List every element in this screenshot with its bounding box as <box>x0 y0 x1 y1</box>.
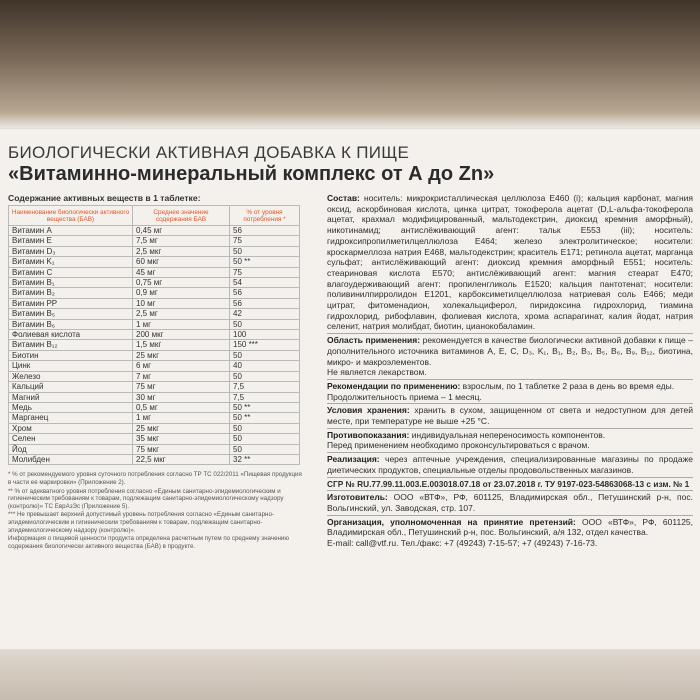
nutrient-name: Йод <box>9 444 133 454</box>
contraindications <box>327 430 693 441</box>
nutrient-amount: 45 мг <box>133 267 230 277</box>
nutrient-name: Цинк <box>9 361 133 371</box>
nutrient-name: Витамин С <box>9 267 133 277</box>
sale-text: через аптечные учреждения, специализированные магазины по продаже диетических продуктов, специальные отделы продовольственных магазинов. <box>327 454 693 475</box>
nutrient-amount: 0,45 мг <box>133 226 230 236</box>
table-row <box>9 288 300 298</box>
nutrient-percent: 50 ** <box>230 257 300 267</box>
table-row <box>9 402 300 412</box>
divider <box>327 477 693 478</box>
nutrient-amount: 0,75 мг <box>133 278 230 288</box>
nutrient-name: Витамин В₁₂ <box>9 340 133 350</box>
supplement-subtitle: БИОЛОГИЧЕСКИ АКТИВНАЯ ДОБАВКА К ПИЩЕ <box>8 143 410 162</box>
table-row <box>9 444 300 454</box>
nutrient-amount: 75 мг <box>133 382 230 392</box>
nutrient-amount: 200 мкг <box>133 330 230 340</box>
header-percent: % от уровня потребления * <box>230 206 300 226</box>
header-name: Наименование биологически активного вещества (БАВ) <box>9 206 133 226</box>
nutrient-amount: 7,5 мг <box>133 236 230 246</box>
nutrient-amount: 1 мг <box>133 319 230 329</box>
contra-label: Противопоказания: <box>327 429 410 440</box>
nutrient-amount: 25 мкг <box>133 423 230 433</box>
nutrient-amount: 0,5 мг <box>133 402 230 412</box>
contra-text: индивидуальная непереносимость компонентов. <box>411 429 606 440</box>
nutrition-section <box>8 193 304 551</box>
nutrient-percent: 50 <box>230 246 300 256</box>
contacts: E-mail: call@vtf.ru. Тел./факс: +7 (49243) 7-15-57; +7 (49243) 7-16-73. <box>327 538 598 549</box>
nutrient-name: Витамин В₆ <box>9 319 133 329</box>
nutrient-percent: 50 <box>230 350 300 360</box>
maker-label: Изготовитель: <box>327 492 388 503</box>
nutrient-name: Молибден <box>9 454 133 464</box>
nutrient-percent: 40 <box>230 361 300 371</box>
table-row <box>9 371 300 381</box>
table-row <box>9 454 300 464</box>
nutrient-percent: 50 <box>230 423 300 433</box>
nutrient-amount: 30 мг <box>133 392 230 402</box>
doctor-note: Перед применением необходимо проконсультироваться с врачом. <box>327 440 590 451</box>
footnote: Информация о пищевой ценности продукта определена расчетным путем по среднему значению содержания биологически активного вещества (БАВ) в продукте. <box>8 535 290 550</box>
table-row <box>9 298 300 308</box>
nutrient-name: Витамин В₁ <box>9 278 133 288</box>
nutrient-percent: 54 <box>230 278 300 288</box>
divider <box>327 515 693 516</box>
usage <box>327 381 693 392</box>
divider <box>327 379 693 380</box>
table-row <box>9 309 300 319</box>
nutrient-amount: 0,9 мг <box>133 288 230 298</box>
nutrient-name: Витамин Е <box>9 236 133 246</box>
table-body <box>9 226 300 465</box>
nutrient-percent: 150 *** <box>230 340 300 350</box>
table-row <box>9 226 300 236</box>
nutrient-amount: 25 мкг <box>133 350 230 360</box>
nutrient-name: Селен <box>9 434 133 444</box>
nutrient-name: Биотин <box>9 350 133 360</box>
nutrient-name: Магний <box>9 392 133 402</box>
nutrient-percent: 42 <box>230 309 300 319</box>
footnote: * % от рекомендуемого уровня суточного потребления согласно ТР ТС 022/2011 «Пищевая продукция в части ее маркировки» (Приложение 2). <box>8 471 302 486</box>
nutrient-percent: 7,5 <box>230 392 300 402</box>
sale <box>327 454 693 475</box>
package-panel <box>0 128 700 649</box>
not-drug-note: Не является лекарством. <box>327 367 427 378</box>
nutrient-name: Хром <box>9 423 133 433</box>
info-section <box>327 193 693 549</box>
divider <box>327 333 693 334</box>
nutrient-percent: 50 <box>230 319 300 329</box>
table-row <box>9 413 300 423</box>
application <box>327 335 693 367</box>
nutrient-amount: 1 мг <box>133 413 230 423</box>
usage-label: Рекомендации по применению: <box>327 380 461 391</box>
nutrient-name: Марганец <box>9 413 133 423</box>
table-row <box>9 423 300 433</box>
nutrient-amount: 2,5 мг <box>133 309 230 319</box>
nutrient-amount: 22,5 мкг <box>133 454 230 464</box>
table-row <box>9 434 300 444</box>
header-amount: Среднее значение содержания БАВ <box>133 206 230 226</box>
table-row <box>9 361 300 371</box>
table-row <box>9 319 300 329</box>
nutrient-name: Медь <box>9 402 133 412</box>
nutrient-amount: 10 мг <box>133 298 230 308</box>
divider <box>327 428 693 429</box>
nutrient-percent: 56 <box>230 288 300 298</box>
nutrient-percent: 50 <box>230 371 300 381</box>
nutrient-percent: 50 ** <box>230 402 300 412</box>
divider <box>327 452 693 453</box>
table-header-row <box>9 206 300 226</box>
footnote: *** Не превышает верхний допустимый уровень потребления согласно «Единым санитарно-эпидемиологическим и гигиеническим требованиям к товарам, подлежащим санитарно-эпидемиологическому надзору (контролю)». <box>8 511 274 534</box>
footnotes <box>8 471 302 550</box>
nutrient-name: Витамин В₅ <box>9 309 133 319</box>
nutrient-name: Витамин D₃ <box>9 246 133 256</box>
nutrient-percent: 75 <box>230 267 300 277</box>
composition-label: Состав: <box>327 193 360 203</box>
composition <box>327 193 693 332</box>
org-label: Организация, уполномоченная на принятие претензий: <box>327 516 576 527</box>
product-title: «Витаминно-минеральный комплекс от А до Zn» <box>8 163 495 185</box>
nutrient-table <box>8 205 300 465</box>
maker-text: ООО «ВТФ», РФ, 601125, Владимирская обл., Петушинский р-н, пос. Вольгинский, ул. Заводская, стр. 107. <box>327 492 693 513</box>
nutrient-name: Витамин А <box>9 226 133 236</box>
nutrient-name: Витамин PP <box>9 298 133 308</box>
nutrient-amount: 1,5 мкг <box>133 340 230 350</box>
certificate: СГР № RU.77.99.11.003.Е.003018.07.18 от 23.07.2018 г. ТУ 9197-023-54863068-13 с изм. № 1 <box>327 478 690 489</box>
nutrient-percent: 56 <box>230 226 300 236</box>
nutrient-amount: 60 мкг <box>133 257 230 267</box>
nutrient-amount: 6 мг <box>133 361 230 371</box>
nutrient-percent: 56 <box>230 298 300 308</box>
table-row <box>9 267 300 277</box>
footnote: ** % от адекватного уровня потребления согласно «Единым санитарно-эпидемиологическим и гигиеническим требованиям к товарам, подлежащим санитарно-эпидемиологическому надзору (контролю)» ТС ЕврАзЭс (Приложение 5). <box>8 487 284 510</box>
table-row <box>9 392 300 402</box>
table-row <box>9 278 300 288</box>
storage-label: Условия хранения: <box>327 405 410 416</box>
table-row <box>9 340 300 350</box>
nutrient-name: Фолиевая кислота <box>9 330 133 340</box>
manufacturer <box>327 492 693 513</box>
nutrient-percent: 7,5 <box>230 382 300 392</box>
table-row <box>9 382 300 392</box>
table-row <box>9 246 300 256</box>
usage-text: взрослым, по 1 таблетке 2 раза в день во время еды. <box>462 380 675 391</box>
application-label: Область применения: <box>327 335 421 346</box>
storage-text: хранить в сухом, защищенном от света и недоступном для детей месте, при температуре не выше +25 °С. <box>327 405 694 427</box>
divider <box>327 403 693 404</box>
nutrient-name: Кальций <box>9 382 133 392</box>
nutrient-amount: 2,5 мкг <box>133 246 230 256</box>
composition-text: носитель: микрокристаллическая целлюлоза Е460 (i); кальция карбонат, магния оксид, аскорбиновая кислота, цинка цитрат, токоферола ацетат (D,L-альфа-токоферола ацетат, крахмал модифицированный, мальтодекстрин, диоксид кремния аморфный), никотинамид; антислёживающий агент: тальк Е553 (iii); носитель: гидроксипропилметилцеллюлоза Е464; железо электролитическое; носители: кроскармеллоза натрия Е468, мальтодекстрин; краситель Е171; ретинола ацетат, марганца сульфат; антислёживающий агент: диоксид кремния аморфный Е551; носитель: стеариновая кислота Е570; антислёживающий агент: магния стеарат Е470; влагоудерживающий агент: пропиленгликоль Е1520; кальция пантотенат; носители: поливинилпирролидон Е1201, карбоксиметилцеллюлоза натриевая соль Е466; меди цитрат, фитоменадион, холекальциферол, пиридоксина гидрохлорид, тиамина гидрохлорид, рибофлавин, фолиевая кислота, хрома аспарагинат, калия йодат, натрия селенит, натрия молибдат, биотин, цианокобаламин. <box>327 193 693 332</box>
nutrient-amount: 7 мг <box>133 371 230 381</box>
storage <box>327 405 693 426</box>
nutrient-name: Витамин В₂ <box>9 288 133 298</box>
nutrient-name: Витамин K₁ <box>9 257 133 267</box>
nutrient-name: Железо <box>9 371 133 381</box>
nutrient-percent: 75 <box>230 236 300 246</box>
table-row <box>9 330 300 340</box>
nutrient-percent: 50 <box>230 434 300 444</box>
table-row <box>9 257 300 267</box>
nutrient-amount: 35 мкг <box>133 434 230 444</box>
divider <box>327 490 693 491</box>
table-lead: Содержание активных веществ в 1 таблетке: <box>8 193 201 203</box>
nutrient-percent: 50 <box>230 444 300 454</box>
nutrient-percent: 50 ** <box>230 413 300 423</box>
table-row <box>9 236 300 246</box>
nutrient-amount: 75 мкг <box>133 444 230 454</box>
usage-duration: Продолжительность приема – 1 месяц. <box>327 391 482 402</box>
nutrient-percent: 100 <box>230 330 300 340</box>
org-text: ООО «ВТФ», РФ, 601125, Владимирская обл., Петушинский р-н, пос. Вольгинский, а/я 132, отдел качества. <box>327 516 694 538</box>
table-row <box>9 350 300 360</box>
application-text: рекомендуется в качестве биологически активной добавки к пище – дополнительного источника витаминов А, Е, С, D₃, K₁, В₁, В₂, В₃, В₅, В₆, В₉, В₁₂, биотина, микро- и макроэлементов. <box>327 335 693 367</box>
sale-label: Реализация: <box>327 454 380 465</box>
claims-organization <box>327 517 693 538</box>
nutrient-percent: 32 ** <box>230 454 300 464</box>
